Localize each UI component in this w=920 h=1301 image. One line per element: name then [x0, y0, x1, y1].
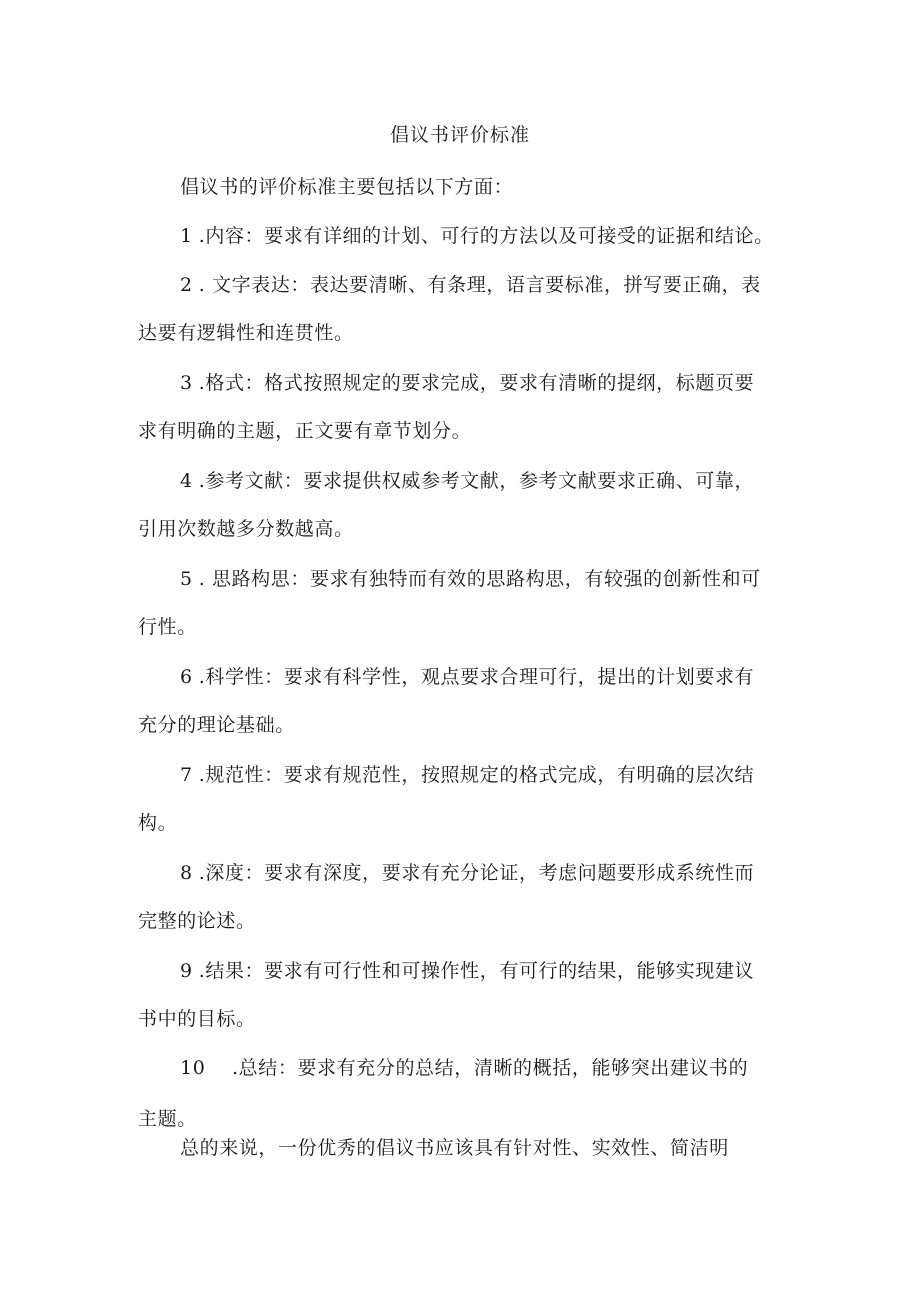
- item-number: 9: [180, 960, 193, 982]
- intro-paragraph: 倡议书的评价标准主要包括以下方面：: [180, 176, 514, 198]
- list-item-8-continuation: 完整的论述。: [138, 910, 256, 932]
- list-item-1: [180, 221, 774, 248]
- item-text: .内容：要求有详细的计划、可行的方法以及可接受的证据和结论。: [198, 225, 774, 247]
- item-text: . 思路构思：要求有独特而有效的思路构思，有较强的创新性和可: [198, 568, 761, 590]
- list-item-7-continuation: 构。: [138, 812, 178, 834]
- item-number: 5: [180, 568, 193, 590]
- list-item-6: [180, 662, 754, 689]
- item-text: .总结：要求有充分的总结，清晰的概括，能够突出建议书的: [232, 1057, 749, 1079]
- item-text: .科学性：要求有科学性，观点要求合理可行，提出的计划要求有: [198, 666, 755, 688]
- item-text: .格式：格式按照规定的要求完成，要求有清晰的提纲，标题页要: [198, 372, 755, 394]
- item-number: 6: [180, 666, 193, 688]
- item-number: 3: [180, 372, 193, 394]
- item-number: 2: [180, 274, 193, 296]
- list-item-2: [180, 270, 761, 297]
- list-item-7: [180, 760, 754, 787]
- item-number: 7: [180, 764, 193, 786]
- item-text: . 文字表达：表达要清晰、有条理，语言要标准，拼写要正确，表: [198, 274, 761, 296]
- conclusion-paragraph: 总的来说，一份优秀的倡议书应该具有针对性、实效性、简洁明: [180, 1137, 729, 1159]
- list-item-4-continuation: 引用次数越多分数越高。: [138, 518, 354, 540]
- list-item-4: [180, 466, 754, 493]
- list-item-10-continuation: 主题。: [138, 1108, 197, 1130]
- list-item-5: [180, 564, 761, 591]
- document-title: 倡议书评价标准: [389, 124, 530, 146]
- item-number: 4: [180, 470, 193, 492]
- list-item-3: [180, 368, 754, 395]
- list-item-9-continuation: 书中的目标。: [138, 1008, 256, 1030]
- item-number: 1: [180, 225, 193, 247]
- item-text: .深度：要求有深度，要求有充分论证，考虑问题要形成系统性而: [198, 862, 755, 884]
- item-text: .结果：要求有可行性和可操作性，有可行的结果，能够实现建议: [198, 960, 755, 982]
- item-text: .参考文献：要求提供权威参考文献，参考文献要求正确、可靠，: [198, 470, 755, 492]
- list-item-2-continuation: 达要有逻辑性和连贯性。: [138, 322, 354, 344]
- item-number: 8: [180, 862, 193, 884]
- item-text: .规范性：要求有规范性，按照规定的格式完成，有明确的层次结: [198, 764, 755, 786]
- list-item-6-continuation: 充分的理论基础。: [138, 714, 295, 736]
- list-item-9: [180, 956, 754, 983]
- list-item-5-continuation: 行性。: [138, 616, 197, 638]
- list-item-10: [180, 1053, 748, 1080]
- item-number: 10: [180, 1057, 206, 1079]
- list-item-8: [180, 858, 754, 885]
- list-item-3-continuation: 求有明确的主题，正文要有章节划分。: [138, 420, 472, 442]
